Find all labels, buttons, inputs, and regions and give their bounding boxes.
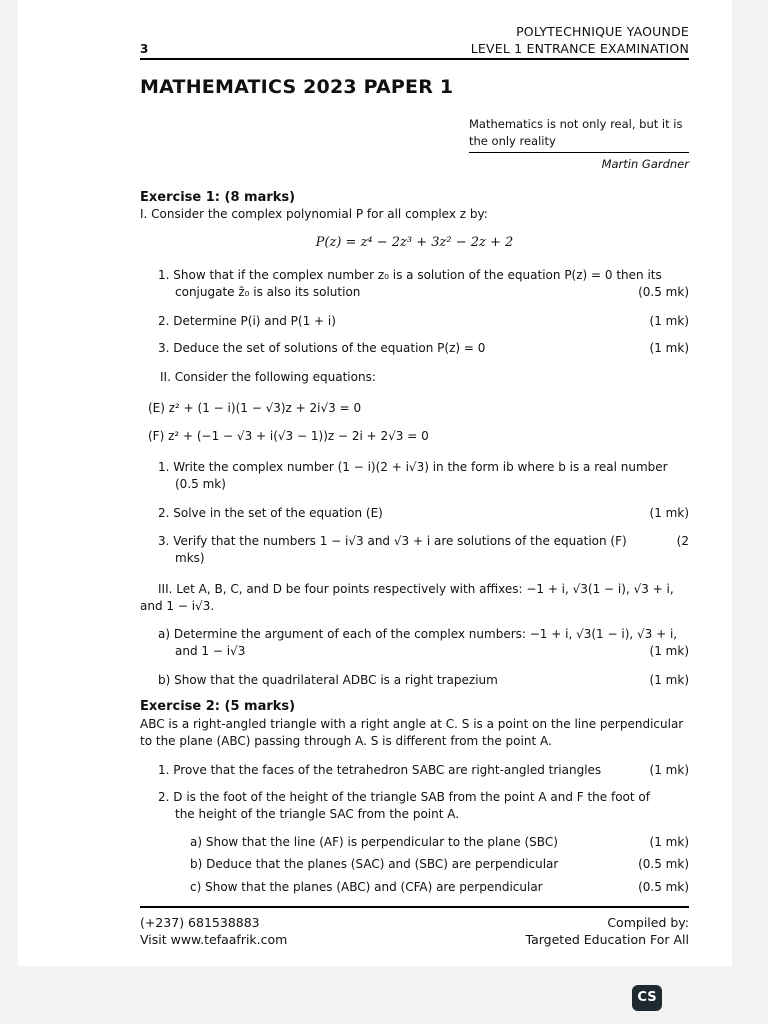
ex2-intro-line2: to the plane (ABC) passing through A. S is different from the point A. (140, 734, 552, 748)
ex1-part1-intro: I. Consider the complex polynomial P for all complex z by: (140, 207, 488, 221)
exercise-1-heading: Exercise 1: (8 marks) (140, 190, 296, 205)
ex1-p2-q3-marks: (2 (676, 534, 689, 548)
ex1-p3-qa-line1: a) Determine the argument of each of the complex numbers: −1 + i, √3(1 − i), √3 + i, (158, 627, 678, 641)
ex1-q3: 3. Deduce the set of solutions of the equation P(z) = 0 (158, 341, 486, 355)
ex2-intro-line1: ABC is a right-angled triangle with a right angle at C. S is a point on the line perpendicular (140, 717, 684, 731)
camscanner-logo-icon: CS (632, 985, 662, 1011)
equation-f: (F) z² + (−1 − √3 + i(√3 − 1))z − 2i + 2√3 = 0 (148, 429, 429, 443)
exercise-2-heading: Exercise 2: (5 marks) (140, 699, 296, 714)
ex1-p2-q2: 2. Solve in the set of the equation (E) (158, 506, 383, 520)
paper-title: MATHEMATICS 2023 PAPER 1 (140, 76, 454, 98)
ex1-q1-line1: 1. Show that if the complex number z₀ is a solution of the equation P(z) = 0 then its (158, 268, 662, 282)
ex2-q2-line1: 2. D is the foot of the height of the triangle SAB from the point A and F the foot of (158, 790, 650, 804)
equation-e: (E) z² + (1 − i)(1 − √3)z + 2i√3 = 0 (148, 401, 362, 415)
ex2-q2-line2: the height of the triangle SAC from the point A. (175, 807, 460, 821)
header-school: POLYTECHNIQUE YAOUNDE (516, 24, 689, 39)
ex1-q1-marks: (0.5 mk) (638, 285, 689, 299)
header-rule (140, 58, 689, 60)
ex1-p2-q3-line2: mks) (175, 551, 205, 565)
page-number: 3 (140, 42, 149, 56)
ex1-p3-qb: b) Show that the quadrilateral ADBC is a right trapezium (158, 673, 498, 687)
footer-phone: (+237) 681538883 (140, 915, 260, 930)
ex1-part3-line1: III. Let A, B, C, and D be four points respectively with affixes: −1 + i, √3(1 − i), √3 + i, (158, 582, 674, 596)
ex1-part3-line2: and 1 − i√3. (140, 599, 215, 613)
footer-compiled-by: Compiled by: (607, 915, 689, 930)
ex1-q2-marks: (1 mk) (649, 314, 689, 328)
ex2-qb-marks: (0.5 mk) (638, 857, 689, 871)
footer-rule (140, 906, 689, 908)
ex1-q2: 2. Determine P(i) and P(1 + i) (158, 314, 336, 328)
ex1-p3-qa-line2: and 1 − i√3 (175, 644, 246, 658)
header-exam: LEVEL 1 ENTRANCE EXAMINATION (470, 41, 689, 56)
ex2-q1: 1. Prove that the faces of the tetrahedron SABC are right-angled triangles (158, 763, 602, 777)
ex1-p3-qb-marks: (1 mk) (649, 673, 689, 687)
ex2-qc: c) Show that the planes (ABC) and (CFA) are perpendicular (190, 880, 543, 894)
ex1-p3-qa-marks: (1 mk) (649, 644, 689, 658)
ex1-q1-line2: conjugate z̄₀ is also its solution (175, 285, 361, 299)
epigraph-rule (469, 152, 689, 153)
footer-organization: Targeted Education For All (525, 932, 689, 947)
epigraph-author: Martin Gardner (601, 157, 689, 171)
footer-website[interactable]: Visit www.tefaafrik.com (140, 932, 288, 947)
ex1-p2-q2-marks: (1 mk) (649, 506, 689, 520)
epigraph-quote: Mathematics is not only real, but it is the only reality (469, 117, 683, 148)
ex2-qc-marks: (0.5 mk) (638, 880, 689, 894)
ex1-p2-q1-line2: (0.5 mk) (175, 477, 226, 491)
ex1-p2-q3-line1: 3. Verify that the numbers 1 − i√3 and √3 + i are solutions of the equation (F) (158, 534, 627, 548)
ex2-qa: a) Show that the line (AF) is perpendicular to the plane (SBC) (190, 835, 558, 849)
ex1-p2-q1-line1: 1. Write the complex number (1 − i)(2 + i√3) in the form ib where b is a real number (158, 460, 668, 474)
ex2-q1-marks: (1 mk) (649, 763, 689, 777)
ex2-qa-marks: (1 mk) (649, 835, 689, 849)
ex1-polynomial-equation: P(z) = z⁴ − 2z³ + 3z² − 2z + 2 (315, 235, 514, 250)
ex2-qb: b) Deduce that the planes (SAC) and (SBC) are perpendicular (190, 857, 559, 871)
ex1-q3-marks: (1 mk) (649, 341, 689, 355)
ex1-part2-intro: II. Consider the following equations: (160, 370, 376, 384)
